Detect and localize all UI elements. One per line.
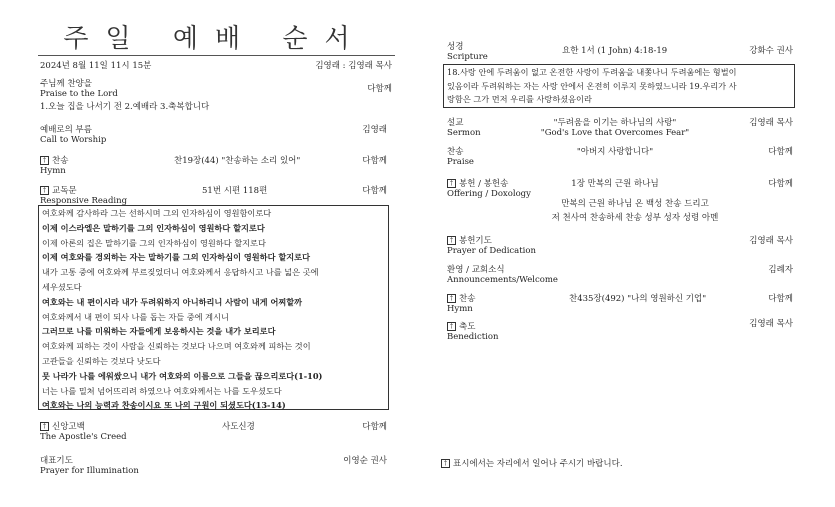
page-title: 주일 예배 순서 [63,24,367,54]
item-title-ko: 주님께 찬양을 [40,79,92,89]
responsive-line: 여호와는 내 편이시라 내가 두려워하지 아니하리니 사람이 내게 어찌할까 [42,296,303,307]
item-title-ko: 신앙고백 [52,422,85,432]
item-title-ko: 봉헌 / 봉헌송 [459,179,509,189]
item-title-ko: 찬송 [52,156,69,166]
responsive-line: 너는 나를 밀쳐 넘어뜨리려 하였으나 여호와께서는 나를 도우셨도다 [42,385,282,396]
item-title-ko: 교독문 [52,186,77,196]
stand-icon: † [40,422,49,431]
offering-detail: 1장 만복의 근원 하나님 [571,179,659,189]
reading-detail: 51번 시편 118편 [202,186,268,196]
stand-icon: † [447,179,456,188]
item-leader: 김영래 목사 [749,118,793,128]
standing-note-text: 표시에서는 자리에서 일어나 주시기 바랍니다. [453,459,623,469]
responsive-line: 그러므로 나를 미워하는 자들에게 보응하시는 것을 내가 보리로다 [42,326,276,337]
scripture-detail: 요한 1서 (1 John) 4:18-19 [562,46,668,56]
presider: 김영래 : 김영래 목사 [315,61,392,71]
item-title-en: Hymn [447,304,473,314]
item-title-ko: 축도 [459,322,476,332]
item-leader: 다함께 [362,186,387,196]
doxology-line: 만복의 근원 하나님 온 백성 찬송 드리고 [561,199,709,209]
scripture-line: 18.사랑 안에 두려움이 없고 온전한 사랑이 두려움을 내쫓나니 두려움에는 형벌이 [447,67,737,77]
praise-song-list: 1.오늘 집을 나서기 전 2.예배라 3.축복합니다 [40,102,210,112]
stand-icon: † [40,156,49,165]
order-item-announcements [447,265,558,285]
hymn-2-detail: 찬435장(492) "나의 영원하신 기업" [569,294,707,304]
item-leader: 다함께 [362,422,387,432]
responsive-line: 뭇 나라가 나를 에워쌌으니 내가 여호와의 이름으로 그들을 끊으리로다(1-10) [42,370,323,381]
item-leader: 다함께 [768,179,793,189]
responsive-line: 내가 고통 중에 여호와께 부르짖었더니 여호와께서 응답하시고 나를 넓은 곳에 [42,267,319,278]
sermon-title-ko: "두려움을 이기는 하나님의 사랑" [553,118,677,128]
order-item-offering [447,179,531,199]
standing-note [441,459,623,469]
item-title-en: Call to Worship [40,135,107,145]
order-item-hymn-2 [447,294,475,314]
item-leader: 김영래 목사 [749,236,793,246]
sermon-title-en: "God's Love that Overcomes Fear" [540,128,690,138]
item-title-en: Offering / Doxology [447,189,531,199]
order-item-sermon [447,118,481,138]
scripture-line: 있음이라 두려워하는 자는 사랑 안에서 온전히 이루지 못하였느니라 19.우리가 사 [447,80,737,91]
item-title-en: Praise [447,157,474,167]
stand-icon: † [447,236,456,245]
responsive-line: 세우셨도다 [42,281,82,292]
order-item-reading [40,186,127,206]
item-title-en: Praise to the Lord [40,89,118,99]
item-title-ko: 찬송 [459,294,476,304]
item-title-ko: 찬송 [447,147,464,157]
item-title-en: Prayer for Illumination [40,466,139,476]
order-item-scripture [447,42,488,62]
item-title-ko: 설교 [447,118,464,128]
presider-name: 김영래 목사 [348,61,392,71]
responsive-line: 여호와께서 내 편이 되사 나를 돕는 자들 중에 계시니 [42,311,229,322]
item-leader: 다함께 [768,294,793,304]
order-item-praise [40,79,209,112]
responsive-line: 여호와는 나의 능력과 찬송이시요 또 나의 구원이 되셨도다(13-14) [42,400,286,411]
stand-icon: † [40,186,49,195]
item-leader: 다함께 [367,84,392,94]
order-item-praise-2 [447,147,474,167]
responsive-line: 이제 이스라엘은 말하기를 그의 인자하심이 영원하다 할지로다 [42,222,265,233]
item-title-ko: 대표기도 [40,456,73,466]
responsive-line: 이제 여호와를 경외하는 자는 말하기를 그의 인자하심이 영원하다 할지로다 [42,252,310,263]
creed-detail: 사도신경 [222,422,255,432]
item-title-en: The Apostle's Creed [40,432,127,442]
item-title-ko: 예배로의 부름 [40,125,92,135]
responsive-line: 고관들을 신뢰하는 것보다 낫도다 [42,355,161,366]
service-date: 2024년 8월 11일 11시 15분 [40,61,152,71]
item-title-ko: 환영 / 교회소식 [447,265,505,275]
responsive-line: 이제 아론의 집은 말하기를 그의 인자하심이 영원하다 할지로다 [42,237,266,248]
item-title-ko: 봉헌기도 [459,236,492,246]
item-title-en: Scripture [447,52,488,62]
scripture-line: 랑함은 그가 먼저 우리를 사랑하셨음이라 [447,94,592,105]
responsive-reading-box [38,205,389,410]
hymn-detail: 찬19장(44) "찬송하는 소리 있어" [174,156,301,166]
item-leader: 강화수 권사 [749,46,793,56]
order-item-call [40,125,106,145]
item-title-en: Responsive Reading [40,196,128,206]
order-item-dedication [447,236,536,256]
order-item-benediction [447,322,498,342]
item-title-ko: 성경 [447,42,464,52]
item-leader: 이영순 권사 [343,456,387,466]
doxology-line: 저 천사여 찬송하세 찬송 성부 성자 성령 아멘 [551,213,719,223]
praise-detail: "아버지 사랑합니다" [576,147,654,157]
stand-icon: † [441,459,450,468]
scripture-text-box [443,64,795,108]
item-title-en: Announcements/Welcome [447,275,558,285]
item-title-en: Sermon [447,128,481,138]
responsive-line: 여호와께 감사하라 그는 선하시며 그의 인자하심이 영원함이로다 [42,208,272,218]
order-item-prayer [40,456,139,476]
item-leader: 김례자 [768,265,793,275]
item-title-en: Benediction [447,332,499,342]
item-leader: 다함께 [362,156,387,166]
doxology-lyrics [510,197,760,225]
item-leader: 김영래 목사 [749,319,793,329]
item-leader: 김영래 [362,125,387,135]
item-title-en: Hymn [40,166,66,176]
sermon-title [520,118,710,138]
stand-icon: † [447,322,456,331]
responsive-line: 여호와께 피하는 것이 사람을 신뢰하는 것보다 나으며 여호와께 피하는 것이 [42,341,311,352]
stand-icon: † [447,294,456,303]
order-item-hymn [40,156,68,176]
order-item-creed [40,422,127,442]
item-title-en: Prayer of Dedication [447,246,536,256]
title-divider [38,55,395,56]
item-leader: 다함께 [768,147,793,157]
